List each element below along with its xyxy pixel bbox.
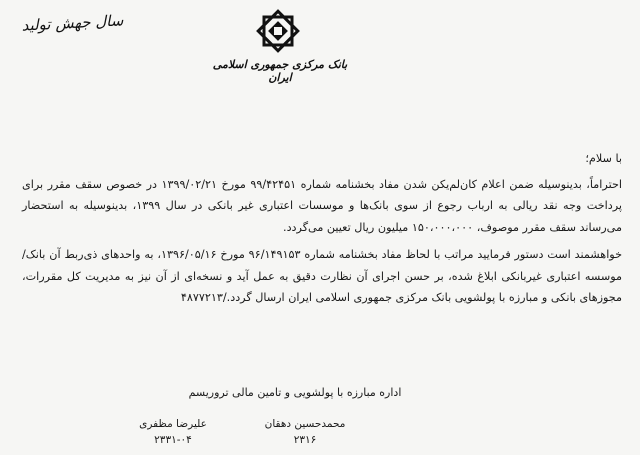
paragraph-1: احتراماً، بدینوسیله ضمن اعلام کان‌لم‌یکن شدن مفاد بخشنامه شماره ۹۹/۴۲۴۵۱ مورخ ۱۳۹۹/۰۲/۲۱ در خصوص سقف مقرر برای پرداخت وجه نقد ریالی به ارباب رجوع از سوی بانک‌ها و موسسات اعتباری غیر بانکی در سال ۱۳۹۹، بدینوسیله به استحضار می‌رساند سقف مقرر موصوف، ۱۵۰،۰۰۰،۰۰۰ میلیون ریال تعیین می‌گردد. — [22, 177, 622, 234]
paragraph-2: خواهشمند است دستور فرمایید مراتب با لحاظ مفاد بخشنامه شماره ۹۶/۱۴۹۱۵۳ مورخ ۱۳۹۶/۰۵/۱۶، به واحدهای ذی‌ربط آن بانک/موسسه اعتباری غیربانکی ابلاغ شده، بر حسن اجرای آن نظارت دقیق به عمل آید و نسخه‌ای از آن نیز به مدیریت کل مقررات، مجوزهای بانکی و مبارزه با پولشویی بانک مرکزی جمهوری اسلامی ایران ارسال گردد./۴۸۷۷۲۱۳ — [22, 248, 622, 304]
central-bank-emblem-icon — [255, 8, 301, 54]
signer-1 — [250, 416, 360, 448]
greeting: با سلام؛ — [585, 152, 622, 165]
year-slogan: سال جهش تولید — [21, 11, 124, 35]
signer-2-code: ۲۳۳۱-۰۴ — [154, 434, 192, 446]
department-name: اداره مبارزه با پولشویی و تامین مالی تروریسم — [188, 386, 402, 399]
signer-2-name: علیرضا مظفری — [139, 418, 207, 430]
bank-name: بانک مرکزی جمهوری اسلامی ایران — [212, 58, 348, 84]
signer-1-code: ۲۳۱۶ — [293, 434, 317, 446]
letter-body — [22, 148, 622, 309]
signer-1-name: محمدحسین دهقان — [264, 418, 346, 430]
signer-2 — [118, 416, 228, 448]
